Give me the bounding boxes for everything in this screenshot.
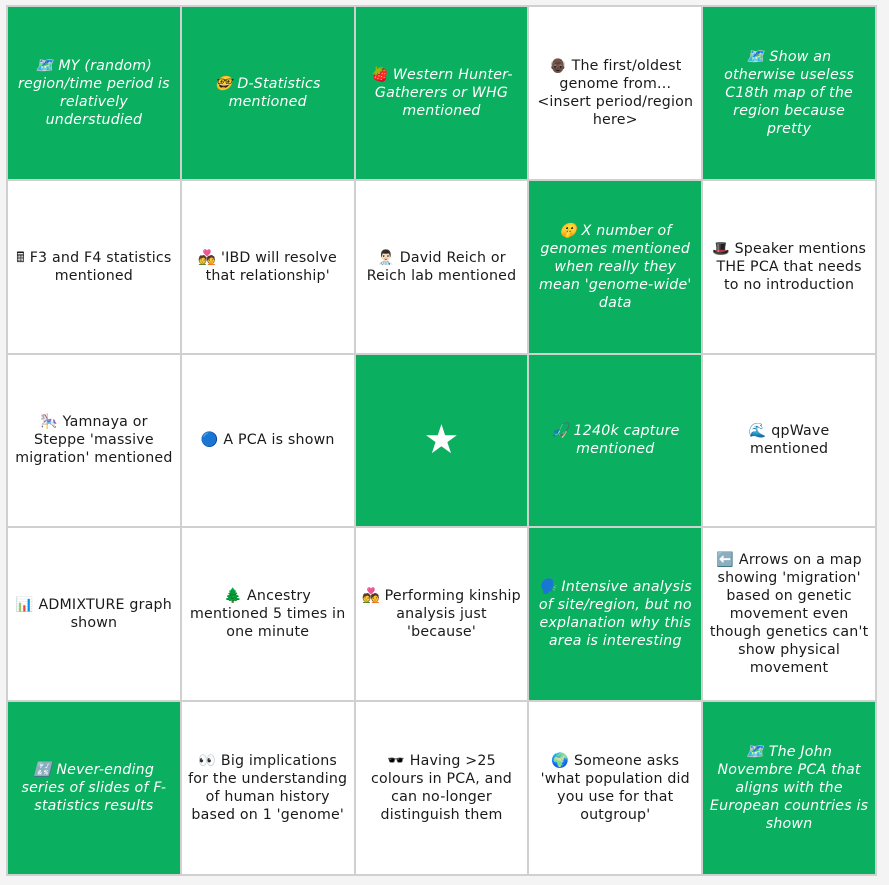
bingo-cell[interactable] [182,7,354,179]
cell-label: 🔵 A PCA is shown [200,432,335,449]
cell-label: ⬅️ Arrows on a map showing 'migration' based on genetic movement even though genetics can't show physical movement [709,552,869,677]
cell-label: 🗺️ Show an otherwise useless C18th map of the region because pretty [724,48,855,137]
bingo-cell[interactable] [182,528,354,700]
cell-label: 👴🏿 The first/oldest genome from...<insert period/region here> [537,57,694,128]
bingo-cell[interactable] [529,702,701,874]
cell-label: 🌍 Someone asks 'what population did you use for that outgroup' [540,753,690,824]
bingo-cell[interactable] [703,528,875,700]
bingo-cell[interactable] [529,181,701,353]
cell-label: 🍓 Western Hunter-Gatherers or WHG mentioned [370,66,513,119]
cell-label: 💑 'IBD will resolve that relationship' [198,249,337,284]
bingo-cell[interactable] [182,181,354,353]
cell-label: 🎩 Speaker mentions THE PCA that needs to no introduction [712,240,867,293]
cell-label: 🌊 qpWave mentioned [748,423,830,458]
bingo-cell[interactable] [356,181,528,353]
bingo-cell[interactable] [529,7,701,179]
cell-label: 👀 Big implications for the understanding of human history based on 1 'genome' [188,753,348,824]
cell-label: 🗣️ Intensive analysis of site/region, but no explanation why this area is interesting [538,579,692,650]
cell-label: 💑 Performing kinship analysis just 'because' [362,588,521,641]
star-icon: ★ [423,417,460,464]
cell-label: 📊 ADMIXTURE graph shown [15,597,172,632]
bingo-cell[interactable] [356,528,528,700]
bingo-cell[interactable] [8,702,180,874]
cell-label: 🗺️ MY (random) region/time period is relatively understudied [18,57,170,128]
bingo-cell[interactable] [8,181,180,353]
cell-label: 🤫 X number of genomes mentioned when really they mean 'genome-wide' data [539,222,692,311]
bingo-cell[interactable] [356,702,528,874]
bingo-cell[interactable] [182,702,354,874]
cell-label: 🕶️ Having >25 colours in PCA, and can no-longer distinguish them [371,753,512,824]
bingo-cell[interactable] [356,7,528,179]
cell-label: 🎣 1240k capture mentioned [550,423,680,458]
bingo-cell[interactable] [703,355,875,527]
bingo-cell[interactable] [8,355,180,527]
cell-label: 🗺️ The John Novembre PCA that aligns with the European countries is shown [709,744,869,833]
bingo-board [6,5,877,876]
bingo-cell[interactable] [529,528,701,700]
bingo-cell[interactable] [703,702,875,874]
cell-label: 🎠 Yamnaya or Steppe 'massive migration' mentioned [15,414,173,467]
bingo-cell[interactable] [529,355,701,527]
cell-label: 🌲 Ancestry mentioned 5 times in one minute [190,588,346,641]
cell-label: 🖩 F3 and F4 statistics mentioned [16,249,172,284]
bingo-cell[interactable] [703,181,875,353]
bingo-cell[interactable] [182,355,354,527]
cell-label: 👨🏻‍⚕️ David Reich or Reich lab mentioned [366,249,517,284]
cell-label: 🔣 Never-ending series of slides of F-statistics results [21,762,167,815]
bingo-cell[interactable] [8,528,180,700]
cell-label: 🤓 D-Statistics mentioned [214,75,321,110]
bingo-cell[interactable] [703,7,875,179]
bingo-cell[interactable] [8,7,180,179]
free-space-cell[interactable] [356,355,528,527]
